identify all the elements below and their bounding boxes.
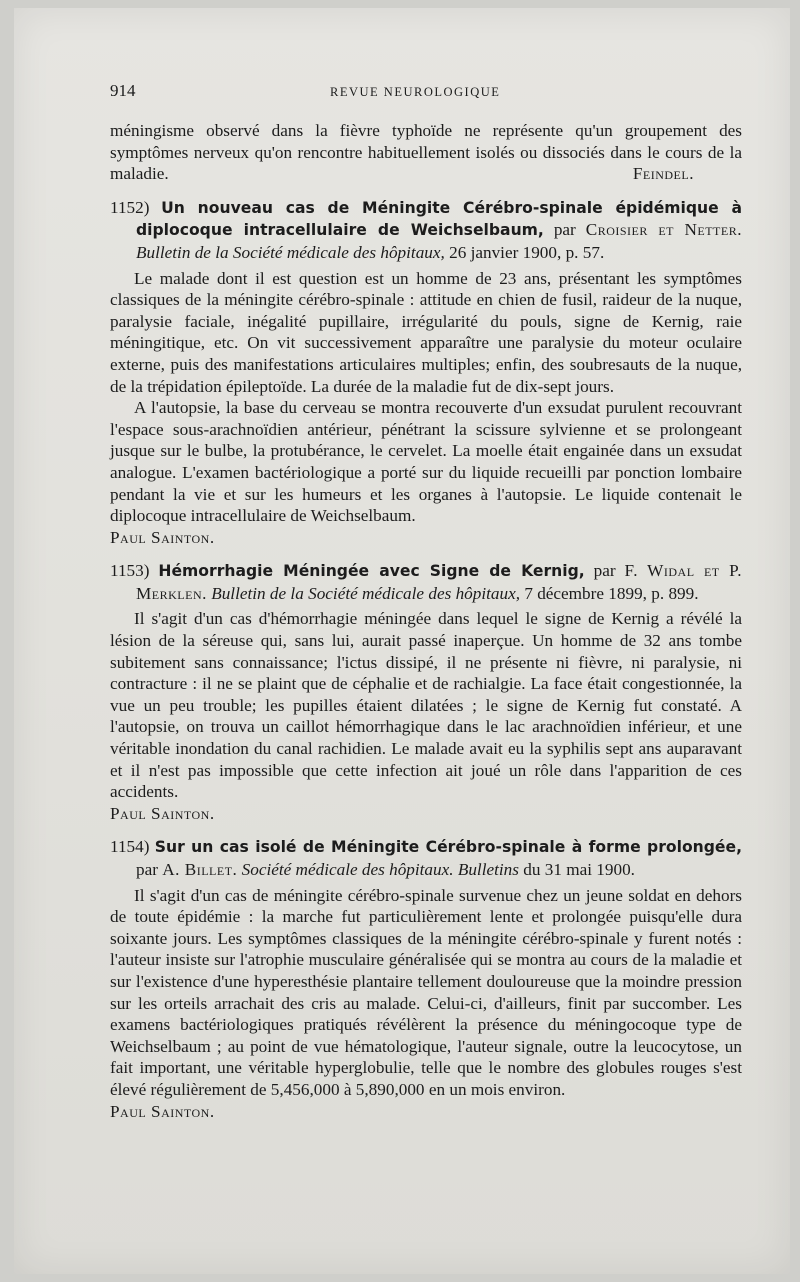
article-authors: F. Widal et P. Merklen. <box>136 561 743 603</box>
article-paragraph: A l'autopsie, la base du cerveau se montra recouverte d'un exsudat purulent recouvrant l'espace sous-arachnoïdien antérieur, pénétrant la scissure sylvienne et se prolongeant jusque sur le bulbe, la protubérance, le cervelet. La moelle était engainée dans un exsudat analogue. L'examen bactériologique a porté sur du liquide recueilli par ponction lombaire pendant la vie et sur les humeurs et les organes à l'autopsie. Le liquide contenait le diplocoque intracellulaire de Weichselbaum. <box>110 398 742 526</box>
article-title: Sur un cas isolé de Méningite Cérébro-spinale à forme prolongée, <box>154 838 743 857</box>
running-header <box>110 80 742 110</box>
article-authors: A. Billet. <box>162 860 238 879</box>
article-authors: Croisier et Netter. <box>585 220 742 240</box>
article-signature: Paul Sainton. <box>110 527 215 547</box>
article-source-date: du 31 mai 1900. <box>523 860 635 879</box>
article-title: Un nouveau cas de Méningite Cérébro-spinale épidémique à diplocoque intracellulaire de Weichselbaum, <box>136 198 743 240</box>
journal-title: REVUE NEUROLOGIQUE <box>330 85 501 99</box>
article-heading: 1154) Sur un cas isolé de Méningite Cérébro-spinale à forme prolongée, par A. Billet. Société médicale des hôpitaux. Bulletins du 31 mai 1900. <box>110 837 743 879</box>
article-paragraph: Le malade dont il est question est un homme de 23 ans, présentant les symptômes classiques de la méningite cérébro-spinale : attitude en chien de fusil, raideur de la nuque, paralysie faciale, inégalité pupillaire, irrégularité du pouls, signe de Kernig, raie méningitique, etc. On vit successivement apparaître une paralysie du moteur oculaire externe, puis des manifestations articulaires multiples; enfin, des soubresauts de la nuque, de la trépidation épileptoïde. La durée de la maladie fut de dix-sept jours. <box>110 268 742 396</box>
article-paragraph: Il s'agit d'un cas d'hémorrhagie méningée dans lequel le signe de Kernig a révélé la lésion de la séreuse qui, sans lui, aurait passé inaperçue. Un homme de 32 ans tombe subitement sans connaissance; l'ictus dissipé, il ne présente ni fièvre, ni paralysie, ni contracture : il ne se plaint que de céphalie et de rachialgie. La face était congestionnée, la vue un peu trouble; les pupilles étaient dilatées ; le signe de Kernig fut constaté. A l'autopsie, on trouva un caillot hémorrhagique dans le lac arachnoïdien inférieur, et une véritable inondation du canal rachidien. Le malade avait eu la syphilis sept ans auparavant et il n'est pas impossible que cette infection ait joué un rôle dans l'apparition de ces accidents. <box>110 609 742 802</box>
article-source-date: 7 décembre 1899, p. 899. <box>524 583 699 603</box>
article-1153 <box>110 560 742 824</box>
article-paragraph: Il s'agit d'un cas de méningite cérébro-spinale survenue chez un jeune soldat en dehors de toute épidémie : la marche fut particulièrement lente et prolongée puisqu'elle dura soixante jours. Les symptômes classiques de la méningite cérébro-spinale y furent notés : l'auteur insiste sur l'atrophie musculaire généralisée qui se montra au cours de la maladie et sur l'existence d'une hyperesthésie plantaire tellement douloureuse que la moindre pression sur les orteils arrachait des cris au malade. Celui-ci, d'ailleurs, finit par succomber. Les examens bactériologiques pratiqués révélèrent la présence du méningocoque type de Weichselbaum ; au point de vue hématologique, l'auteur signale, outre la leucocytose, un fait important, une véritable hyperglobulie, telle que le nombre des globules rouges s'est élevé régulièrement de 5,456,000 à 5,890,000 en un mois environ. <box>110 885 742 1099</box>
article-number: 1152) <box>110 197 150 217</box>
article-source-date: 26 janvier 1900, p. 57. <box>449 242 605 262</box>
article-signature: Paul Sainton. <box>110 803 215 823</box>
article-heading: 1153) Hémorrhagie Méningée avec Signe de Kernig, par F. Widal et P. Merklen. Bulletin de la Société médicale des hôpitaux, 7 décembre 1899, p. 899. <box>110 561 743 603</box>
article-source: Bulletin de la Société médicale des hôpitaux, <box>211 583 521 603</box>
intro-text: méningisme observé dans la fièvre typhoïde ne représente qu'un groupement des symptômes nerveux qu'on rencontre habituellement isolés ou dissociés dans le cours de la maladie. Feindel. <box>110 121 742 184</box>
intro-paragraph <box>110 120 742 185</box>
page-number: 914 <box>110 81 136 100</box>
intro-signature: Feindel. <box>632 164 694 184</box>
article-source: Bulletin de la Société médicale des hôpitaux, <box>136 242 445 262</box>
article-1154 <box>110 836 742 1122</box>
article-1152 <box>110 197 742 549</box>
article-title: Hémorrhagie Méningée avec Signe de Kernig, <box>158 562 585 581</box>
article-signature: Paul Sainton. <box>110 1101 215 1121</box>
article-number: 1153) <box>110 561 150 581</box>
page-content <box>110 80 742 1122</box>
article-heading: 1152) Un nouveau cas de Méningite Cérébro-spinale épidémique à diplocoque intracellulaire de Weichselbaum, par Croisier et Netter. Bulletin de la Société médicale des hôpitaux, 26 janvier 1900, p. 57. <box>110 197 743 262</box>
page <box>14 8 790 1274</box>
article-source: Société médicale des hôpitaux. Bulletins <box>241 860 519 879</box>
article-number: 1154) <box>110 837 150 857</box>
